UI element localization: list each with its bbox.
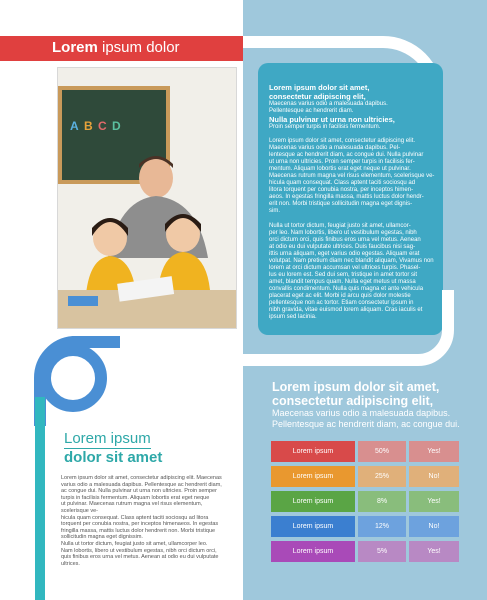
left-bottom-body: Lorem ipsum dolor sit amet, consectetur adipiscing elit. Maecenas varius odio a malesuada dapibus. Pellentesque ac hendrerit diam, ac congue dui. Nulla pulvinar ut urna non ultricies. Proin semper turpis in facilisis fermentum. Aliquam lobortis erat eget neque ut pulvinar. Maecenas rutrum magna vel risus elementum, scelerisque ve- hicula quam consequat. Class aptent taciti sociosqu ad litora torquent per conubia nostra, per inceptos himenaeos. In egestas fringilla massa, mattis luctus dolor hendrerit non. Morbi tristique sollicitudin magna eget dignissim. Nulla ut tortor dictum, feugiat justo sit amet, ullamcorper leo. Nam lobortis, libero ut vestibulum egestas, nibh orci dictum orci, quis finibus eros urna vel metus. Aenean at odio eu dui vulputate ultrices. (61, 475, 222, 567)
panel-sub-line: Pellentesque ac hendrerit diam. (269, 108, 354, 114)
table-cell-percent: 8% (358, 491, 406, 512)
page-title-bar (0, 36, 243, 61)
lower-right-text (272, 380, 472, 430)
table-cell-percent: 12% (358, 516, 406, 537)
table-cell-answer: Yes! (409, 491, 459, 512)
panel-subheading (269, 101, 439, 115)
table-cell-label: Lorem ipsum (271, 466, 355, 487)
table-cell-percent: 50% (358, 441, 406, 462)
table-cell-label: Lorem ipsum (271, 441, 355, 462)
panel-heading (269, 83, 439, 101)
table-cell-percent: 25% (358, 466, 406, 487)
classroom-photo (57, 67, 237, 329)
left-bottom-title-line2: dolor sit amet (64, 449, 163, 466)
letter-c: C (98, 119, 107, 133)
letter-b: B (84, 119, 93, 133)
teal-side-bar (35, 397, 45, 600)
lower-right-heading: Lorem ipsum dolor sit amet, consectetur adipiscing elit, (272, 380, 440, 408)
table-cell-percent: 5% (358, 541, 406, 562)
letter-a: A (70, 119, 79, 133)
panel-heading-line: Lorem ipsum dolor sit amet, (269, 83, 370, 92)
table-cell-label: Lorem ipsum (271, 541, 355, 562)
letter-d: D (112, 119, 121, 133)
left-bottom-title-line1: Lorem ipsum (64, 430, 151, 447)
panel-bold-line: Nulla pulvinar ut urna non ultricies, (269, 115, 395, 124)
panel-paragraph-1: Lorem ipsum dolor sit amet, consectetur adipiscing elit. Maecenas varius odio a malesuada dapibus. Pel- lentesque ac hendrerit diam, ac congue dui. Nulla pulvinar ut urna non ultricies. Proin semper turpis in facilisis fer- mentum. Aliquam lobortis erat eget neque ut pulvinar. Maecenas rutrum magna vel risus elementum, scelerisque ve- hicula quam consequat. Class aptent taciti sociosqu ad litora torquent per conubia nostra, per inceptos himen- aeos. In egestas fringilla massa, mattis luctus dolor hendr- erit non. Morbi tristique sollicitudin magna eget dignis- sim. (269, 138, 435, 214)
lower-right-subheading: Maecenas varius odio a malesuada dapibus. Pellentesque ac hendrerit diam, ac congue dui. (272, 408, 460, 429)
middle-ring-decoration (243, 290, 468, 370)
table-cell-label: Lorem ipsum (271, 516, 355, 537)
panel-paragraph-2: Nulla ut tortor dictum, feugiat justo sit amet, ullamcor- per leo. Nam lobortis, libero ut vestibulum egestas, nibh orci dictum orci, quis finibus eros urna vel metus. Aenean at odio eu dui vulputate ultrices. Duis faucibus nisi sag- ittis urna aliquam, eget varius odio egestas. Aliquam erat volutpat. Nam pretium diam nec blandit aliquam, Vivamus non lorem at orci dictum accumsan vel ultrices turpis. Phasel- lus eu lorem est. Sed dui sem, tristique in amet tortor sit amet, blandit tempus quam. Nulla eget metus ut massa convallis condimentum. Nulla quis magna et ante vehicula placerat eget ac elit. Morbi id arcu quis dolor molestie pellentesque non ac tortor. Etiam consectetur ipsum in nibh gravida, vitae euismod lorem aliquam. Cras iaculis et ipsum sed lacinia. (269, 223, 434, 320)
table-cell-answer: No! (409, 466, 459, 487)
table-cell-answer: Yes! (409, 541, 459, 562)
panel-heading-line: consectetur adipiscing elit, (269, 92, 366, 101)
left-bottom-title (64, 430, 162, 467)
table-cell-label: Lorem ipsum (271, 491, 355, 512)
bottom-ring-decoration (0, 336, 120, 426)
panel-bold-sub: Proin semper turpis in facilisis fermentum. (269, 124, 381, 130)
panel-sub-line: Maecenas varius odio a malesuada dapibus. (269, 101, 388, 107)
table-cell-answer: No! (409, 516, 459, 537)
table-cell-answer: Yes! (409, 441, 459, 462)
page-title: Lorem ipsum dolor (52, 39, 180, 56)
